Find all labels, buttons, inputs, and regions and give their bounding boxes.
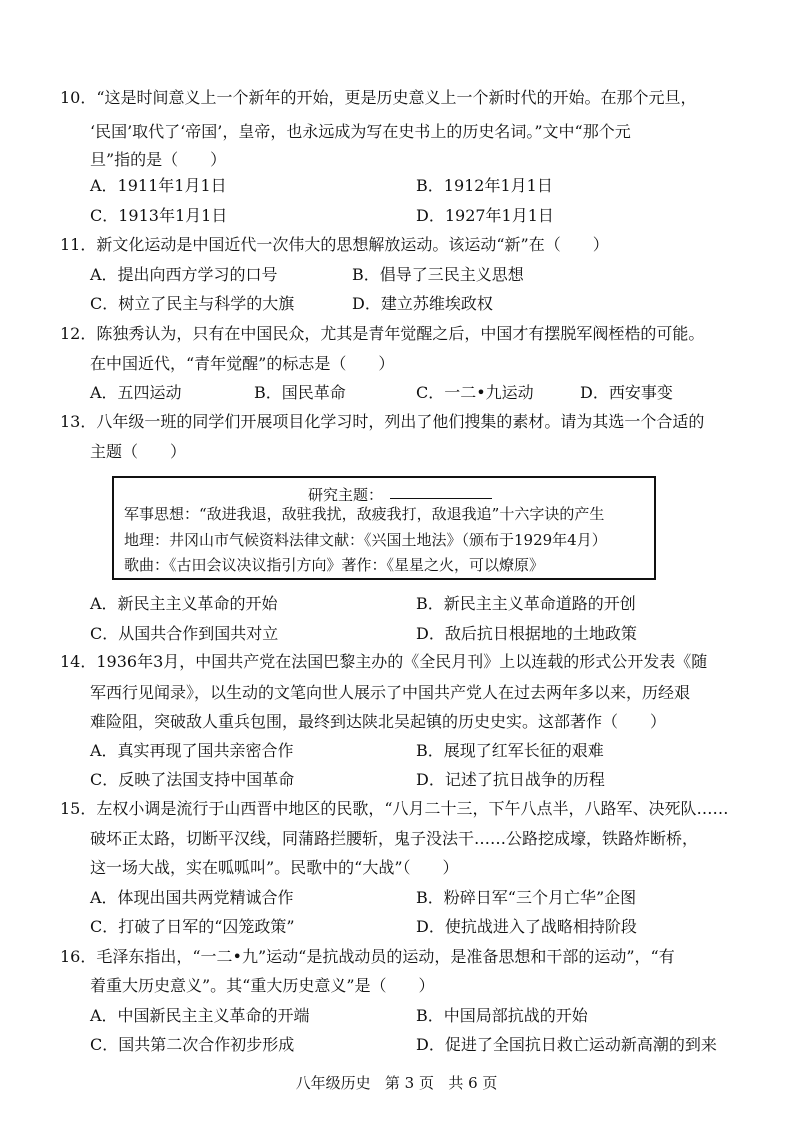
q14-option-c: C．反映了法国支持中国革命: [90, 770, 295, 789]
page-footer: [0, 1072, 793, 1093]
q12-option-c: C．一二•九运动: [416, 383, 534, 402]
footer-subject: 八年级历史: [295, 1074, 371, 1092]
q12-line-2: 在中国近代，“青年觉醒”的标志是（ ）: [90, 354, 395, 373]
q13-option-b: B．新民主主义革命道路的开创: [416, 594, 636, 613]
q15-option-c: C．打破了日军的“囚笼政策”: [90, 917, 295, 936]
q13-option-a: A．新民主主义革命的开始: [90, 594, 278, 613]
q15-line-1: 15．左权小调是流行于山西晋中地区的民歌，“八月二十三，下午八点半，八路军、决死队……: [60, 799, 729, 818]
q12-option-a: A．五四运动: [90, 383, 182, 402]
q15-option-b: B．粉碎日军“三个月亡华”企图: [416, 888, 637, 907]
q10-option-c: C．1913年1月1日: [90, 206, 228, 225]
q16-option-d: D．促进了全国抗日救亡运动新高潮的到来: [416, 1035, 717, 1054]
research-topic-blank: [390, 498, 492, 499]
q15-option-d: D．使抗战进入了战略相持阶段: [416, 917, 637, 936]
q16-option-a: A．中国新民主主义革命的开端: [90, 1006, 310, 1025]
q14-line-1: 14．1936年3月，中国共产党在法国巴黎主办的《全民月刊》上以连载的形式公开发表《随: [60, 652, 708, 671]
q13-option-c: C．从国共合作到国共对立: [90, 624, 279, 643]
material-geography-law: 地理：井冈山市气候资料法律文献：《兴国土地法》（颁布于1929年4月）: [124, 531, 607, 549]
q10-line-3: 旦”指的是（ ）: [90, 150, 227, 169]
research-topic-box: [112, 476, 656, 580]
q11-option-c: C．树立了民主与科学的大旗: [90, 294, 295, 313]
q11-option-a: A．提出向西方学习的口号: [90, 265, 278, 284]
q15-option-a: A．体现出国共两党精诚合作: [90, 888, 294, 907]
q14-line-2: 军西行见闻录》，以生动的文笔向世人展示了中国共产党人在过去两年多以来，历经艰: [90, 683, 691, 702]
q13-line-1: 13．八年级一班的同学们开展项目化学习时，列出了他们搜集的素材。请为其选一个合适的: [60, 412, 705, 431]
q10-option-d: D．1927年1月1日: [416, 206, 554, 225]
q11-option-b: B．倡导了三民主义思想: [352, 265, 524, 284]
q14-option-a: A．真实再现了国共亲密合作: [90, 741, 294, 760]
q10-option-a: A．1911年1月1日: [90, 176, 227, 195]
material-military: 军事思想：“敌进我退，敌驻我扰，敌疲我打，敌退我追”十六字诀的产生: [124, 505, 605, 523]
footer-total-pages: 共 6 页: [448, 1074, 498, 1092]
research-topic-title: 研究主题：: [308, 486, 384, 504]
q13-line-2: 主题（ ）: [90, 442, 187, 461]
q14-line-3: 难险阻，突破敌人重兵包围，最终到达陕北吴起镇的历史史实。这部著作（ ）: [90, 712, 667, 731]
q12-line-1: 12．陈独秀认为，只有在中国民众，尤其是青年觉醒之后，中国才有摆脱军阀桎梏的可能。: [60, 324, 705, 343]
material-song-works: 歌曲：《古田会议决议指引方向》著作：《星星之火，可以燎原》: [124, 556, 545, 574]
q16-option-b: B．中国局部抗战的开始: [416, 1006, 588, 1025]
q12-option-d: D．西安事变: [580, 383, 673, 402]
footer-page-number: 第 3 页: [384, 1074, 434, 1092]
q14-option-d: D．记述了抗日战争的历程: [416, 770, 605, 789]
q11-option-d: D．建立苏维埃政权: [352, 294, 493, 313]
q16-line-1: 16．毛泽东指出，“一二•九”运动“是抗战动员的运动，是准备思想和干部的运动”，“有: [60, 947, 675, 966]
q15-line-2: 破坏正太路，切断平汉线，同蒲路拦腰斩，鬼子没法干……公路挖成壕，铁路炸断桥，: [90, 829, 699, 848]
q14-option-b: B．展现了红军长征的艰难: [416, 741, 604, 760]
q16-option-c: C．国共第二次合作初步形成: [90, 1035, 295, 1054]
q15-line-3: 这一场大战，实在呱呱叫”。民歌中的“大战”（ ）: [90, 858, 459, 877]
q10-line-2: ‘民国’取代了‘帝国’，皇帝，也永远成为写在史书上的历史名词。”文中“那个元: [90, 122, 631, 141]
q11-line-1: 11．新文化运动是中国近代一次伟大的思想解放运动。该运动“新”在（ ）: [60, 235, 609, 254]
q13-option-d: D．敌后抗日根据地的土地政策: [416, 624, 637, 643]
q16-line-2: 着重大历史意义”。其“重大历史意义”是（ ）: [90, 976, 435, 995]
q10-option-b: B．1912年1月1日: [416, 176, 553, 195]
q10-line-1: 10．“这是时间意义上一个新年的开始，更是历史意义上一个新时代的开始。在那个元旦，: [60, 88, 697, 107]
q12-option-b: B．国民革命: [254, 383, 346, 402]
